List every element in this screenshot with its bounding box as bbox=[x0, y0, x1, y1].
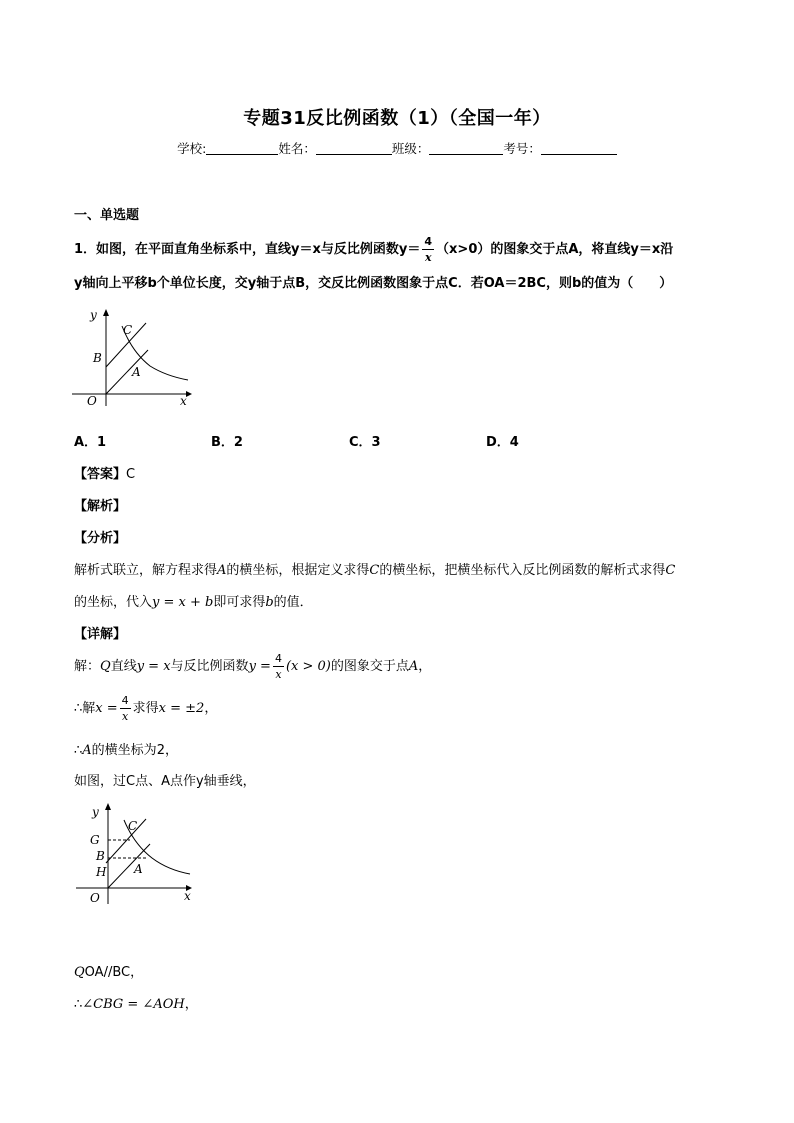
point-h-label: H bbox=[96, 865, 107, 879]
number-blank bbox=[541, 141, 617, 155]
detail-2-text-a: 解 bbox=[82, 701, 96, 716]
fenxi-line-2 bbox=[74, 591, 313, 610]
question-text-b: （x>0）的图象交于点A，将直线y＝x沿 bbox=[436, 242, 674, 257]
detail-1-fraction bbox=[273, 653, 284, 680]
detail-2-denominator: x bbox=[122, 710, 129, 723]
figure-2-graph bbox=[72, 800, 200, 908]
option-a: A．1 bbox=[74, 435, 107, 450]
page-title: 专题31反比例函数（1）（全国一年） bbox=[243, 108, 551, 129]
answer-label: 【答案】 bbox=[74, 467, 127, 482]
option-d: D．4 bbox=[486, 435, 519, 450]
detail-1-line-eq: y = x bbox=[136, 659, 171, 674]
detail-1-comma: ， bbox=[418, 659, 432, 674]
fenxi-text-e: 即可求得 bbox=[213, 595, 266, 610]
detail-label: 【详解】 bbox=[74, 627, 127, 642]
name-blank bbox=[316, 141, 392, 155]
detail-1-denominator: x bbox=[275, 668, 282, 681]
question-text-a: 如图，在平面直角坐标系中，直线y＝x与反比例函数y＝ bbox=[96, 242, 421, 257]
y-axis-label: y bbox=[90, 308, 97, 322]
detail-6-comma: ， bbox=[184, 997, 198, 1012]
detail-6-angle-eq: ∠CBG = ∠AOH bbox=[82, 997, 185, 1012]
detail-5-text: OA//BC， bbox=[84, 965, 144, 980]
detail-1-numerator: 4 bbox=[274, 652, 282, 665]
detail-2-text-b: 求得 bbox=[132, 701, 159, 716]
answer-value: C bbox=[126, 467, 136, 482]
fraction-denominator: x bbox=[424, 251, 432, 264]
detail-1-y: y = bbox=[248, 659, 271, 674]
name-label: 姓名： bbox=[278, 141, 316, 156]
detail-1-text-b: 直线 bbox=[110, 659, 137, 674]
point-a-label: A bbox=[132, 365, 141, 379]
therefore-symbol-3: ∴ bbox=[74, 997, 83, 1012]
x-axis-label: x bbox=[180, 394, 187, 408]
detail-1-prefix: 解： bbox=[74, 659, 101, 674]
fenxi-point-a: A bbox=[217, 563, 227, 578]
y-axis-arrow bbox=[103, 309, 109, 316]
point-c-label-2: C bbox=[128, 819, 138, 833]
because-symbol-2: Q bbox=[74, 965, 85, 980]
detail-2-result: x = ±2 bbox=[158, 701, 205, 716]
school-label: 学校: bbox=[177, 141, 207, 156]
detail-1-point-a: A bbox=[408, 659, 419, 674]
detail-line-5 bbox=[74, 961, 143, 980]
number-label: 考号： bbox=[503, 141, 541, 156]
fraction-numerator: 4 bbox=[424, 235, 433, 248]
y-axis-label-2: y bbox=[92, 805, 99, 819]
detail-2-fraction bbox=[120, 695, 131, 722]
origin-label-2: O bbox=[90, 891, 100, 905]
option-b: B．2 bbox=[211, 435, 243, 450]
fenxi-text-f: 的值． bbox=[273, 595, 313, 610]
detail-line-4: 如图，过C点、A点作y轴垂线， bbox=[74, 774, 256, 789]
question-fraction bbox=[422, 236, 434, 263]
student-info-line bbox=[0, 139, 794, 157]
point-g-label: G bbox=[90, 833, 100, 847]
y-axis-arrow-2 bbox=[105, 803, 111, 810]
fenxi-equation: y = x + b bbox=[152, 595, 214, 610]
fenxi-label: 【分析】 bbox=[74, 531, 127, 546]
option-c: C．3 bbox=[349, 435, 381, 450]
detail-1-text-d: 的图象交于点 bbox=[330, 659, 409, 674]
fenxi-var-b: b bbox=[265, 595, 274, 610]
point-b-label-2: B bbox=[96, 849, 105, 863]
section-heading: 一、单选题 bbox=[74, 208, 140, 223]
fenxi-point-c-2: C bbox=[665, 563, 676, 578]
detail-line-1 bbox=[74, 653, 431, 680]
class-label: 班级： bbox=[391, 141, 430, 156]
figure-1-graph bbox=[70, 304, 200, 408]
fenxi-text-b: 的横坐标，根据定义求得 bbox=[226, 563, 370, 578]
fenxi-text-d: 的坐标，代入 bbox=[74, 595, 153, 610]
detail-3-value: 2 bbox=[156, 743, 165, 758]
detail-3-comma: ， bbox=[164, 743, 178, 758]
x-axis-label-2: x bbox=[184, 889, 191, 903]
detail-3-text-a: 的横坐标为 bbox=[91, 743, 157, 758]
fenxi-text-c: 的横坐标，把横坐标代入反比例函数的解析式求得 bbox=[379, 563, 666, 578]
detail-2-x: x = bbox=[95, 701, 118, 716]
fenxi-text-a: 解析式联立，解方程求得 bbox=[74, 563, 218, 578]
class-blank bbox=[429, 141, 503, 155]
detail-line-2 bbox=[74, 695, 217, 722]
origin-label: O bbox=[87, 394, 97, 408]
detail-2-comma: ， bbox=[204, 701, 218, 716]
line-y-eq-x bbox=[106, 350, 148, 394]
question-line-1 bbox=[74, 236, 673, 263]
parse-label: 【解析】 bbox=[74, 499, 127, 514]
point-c-label: C bbox=[123, 323, 133, 337]
fenxi-point-c: C bbox=[369, 563, 380, 578]
detail-1-condition: (x > 0) bbox=[285, 659, 331, 674]
point-b-label: B bbox=[93, 351, 102, 365]
because-symbol: Q bbox=[100, 659, 111, 674]
detail-2-numerator: 4 bbox=[121, 694, 129, 707]
detail-line-6 bbox=[74, 993, 198, 1012]
x-axis-arrow bbox=[186, 391, 192, 397]
point-a-label-2: A bbox=[134, 862, 143, 876]
answer-line bbox=[74, 463, 135, 482]
school-blank bbox=[206, 141, 278, 155]
therefore-symbol-2: ∴ bbox=[74, 743, 83, 758]
therefore-symbol: ∴ bbox=[74, 701, 83, 716]
detail-line-3 bbox=[74, 739, 178, 758]
fenxi-line-1 bbox=[74, 559, 675, 578]
detail-3-point-a: A bbox=[82, 743, 92, 758]
question-number: 1． bbox=[74, 242, 97, 257]
question-line-2: y轴向上平移b个单位长度，交y轴于点B，交反比例函数图象于点C．若OA＝2BC，则b的值为（ ） bbox=[74, 276, 673, 291]
detail-1-text-c: 与反比例函数 bbox=[170, 659, 249, 674]
